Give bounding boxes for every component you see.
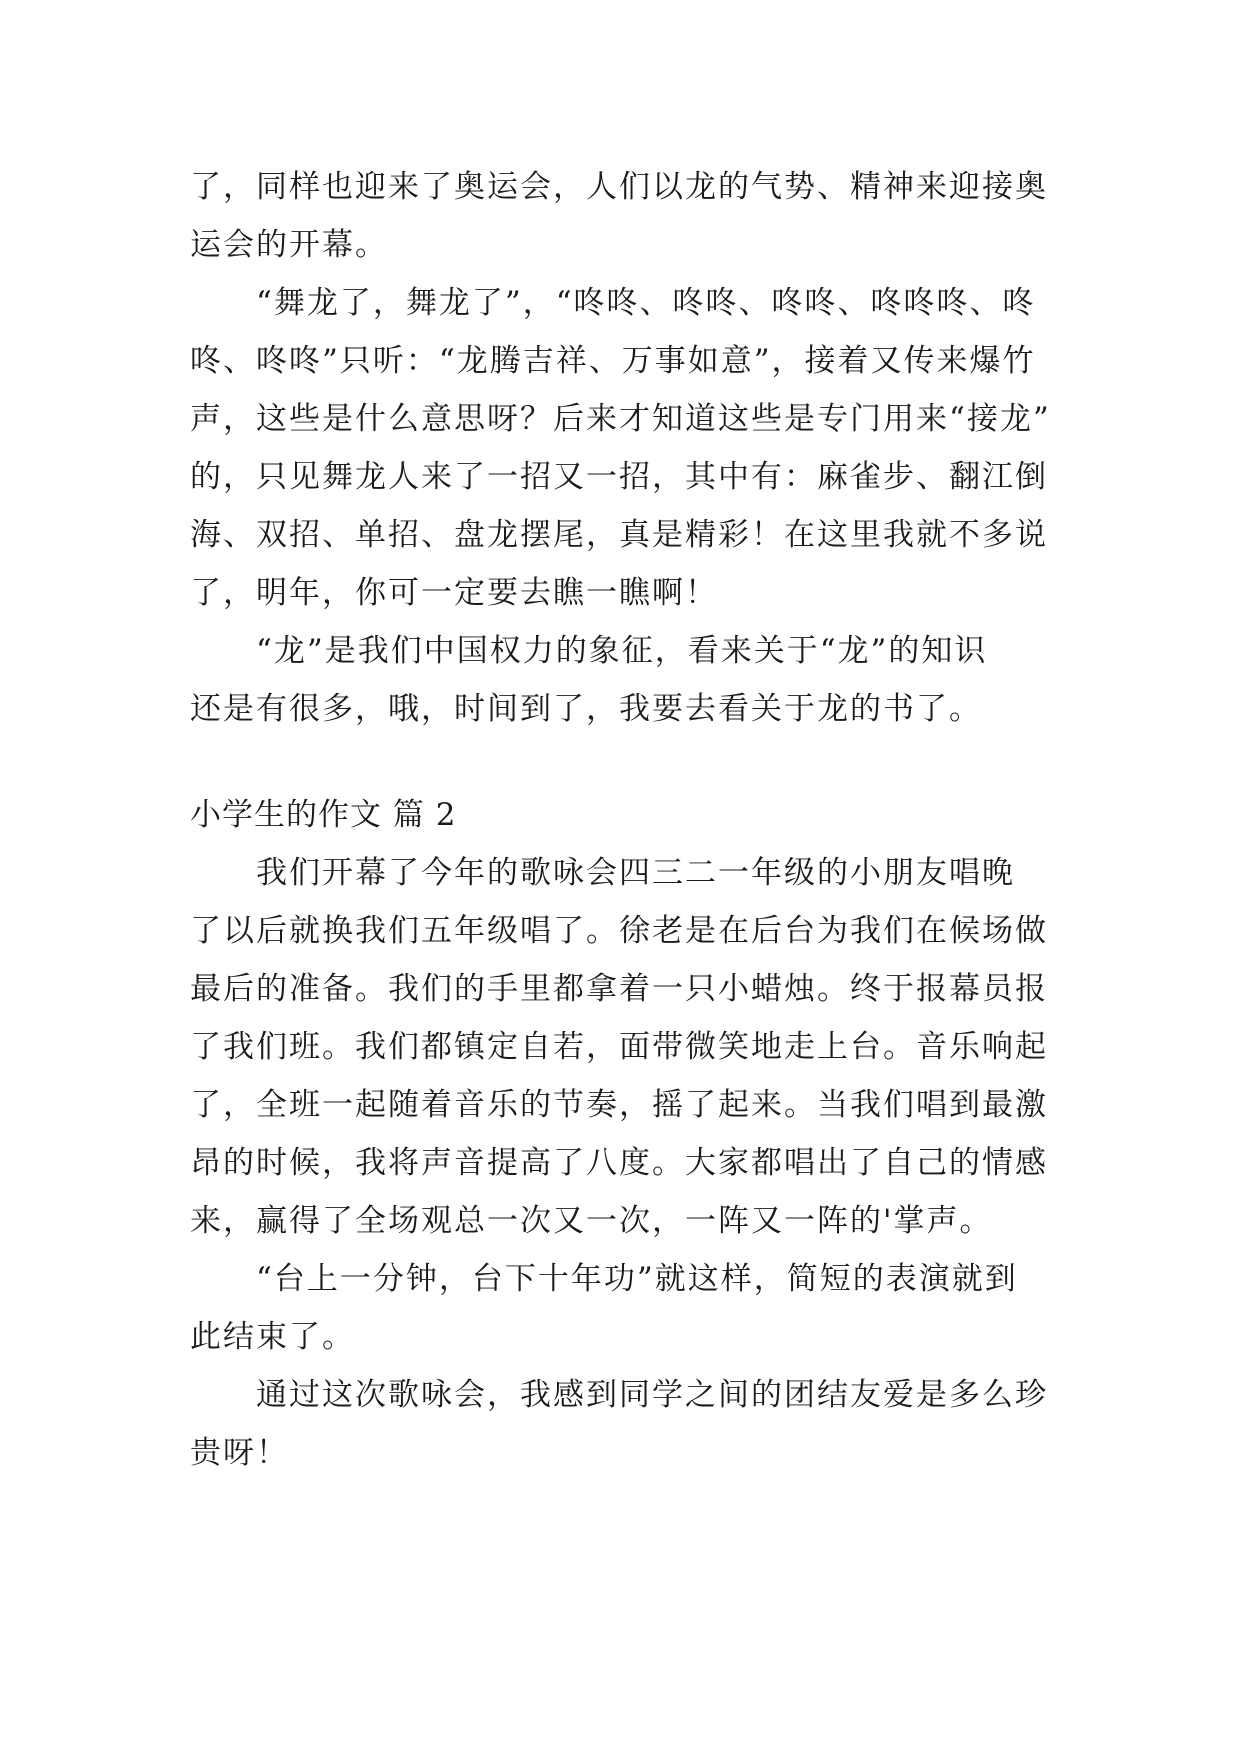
text-line: 还是有很多，哦，时间到了，我要去看关于龙的书了。: [190, 691, 982, 727]
text-line: 此结束了。: [190, 1319, 355, 1355]
text-line: “龙”是我们中国权力的象征，看来关于“龙”的知识: [256, 633, 988, 669]
document-page: [190, 158, 1060, 1482]
text-line: 咚、咚咚”只听：“龙腾吉祥、万事如意”，接着又传来爆竹: [190, 343, 1036, 379]
text-line: “台上一分钟，台下十年功”就这样，简短的表演就到: [256, 1261, 1018, 1297]
paragraph: [190, 158, 1060, 274]
paragraph: [190, 274, 1060, 622]
text-line: 通过这次歌咏会，我感到同学之间的团结友爱是多么珍: [256, 1377, 1048, 1413]
text-line: 昂的时候，我将声音提高了八度。大家都唱出了自己的情感: [190, 1145, 1048, 1181]
text-line: 贵呀！: [190, 1435, 289, 1471]
section-heading: 小学生的作文 篇 2: [190, 797, 457, 833]
paragraph: [190, 1250, 1060, 1366]
text-line: 了以后就换我们五年级唱了。徐老是在后台为我们在候场做: [190, 913, 1048, 949]
text-line: 了，全班一起随着音乐的节奏，摇了起来。当我们唱到最激: [190, 1087, 1048, 1123]
paragraph: [190, 1366, 1060, 1482]
paragraph: [190, 844, 1060, 1250]
text-line: 来，赢得了全场观总一次又一次，一阵又一阵的'掌声。: [190, 1203, 993, 1239]
text-line: 了我们班。我们都镇定自若，面带微笑地走上台。音乐响起: [190, 1029, 1048, 1065]
text-line: 我们开幕了今年的歌咏会四三二一年级的小朋友唱晚: [256, 855, 1015, 891]
text-line: 了，明年，你可一定要去瞧一瞧啊！: [190, 575, 718, 611]
text-line: 了，同样也迎来了奥运会，人们以龙的气势、精神来迎接奥: [190, 169, 1048, 205]
text-line: 声，这些是什么意思呀？后来才知道这些是专门用来“接龙”: [190, 401, 1051, 437]
text-line: 最后的准备。我们的手里都拿着一只小蜡烛。终于报幕员报: [190, 971, 1048, 1007]
text-line: 海、双招、单招、盘龙摆尾，真是精彩！在这里我就不多说: [190, 517, 1048, 553]
text-line: “舞龙了，舞龙了”，“咚咚、咚咚、咚咚、咚咚咚、咚: [256, 285, 1036, 321]
text-line: 运会的开幕。: [190, 227, 388, 263]
paragraph: [190, 622, 1060, 738]
text-line: 的，只见舞龙人来了一招又一招，其中有：麻雀步、翻江倒: [190, 459, 1048, 495]
